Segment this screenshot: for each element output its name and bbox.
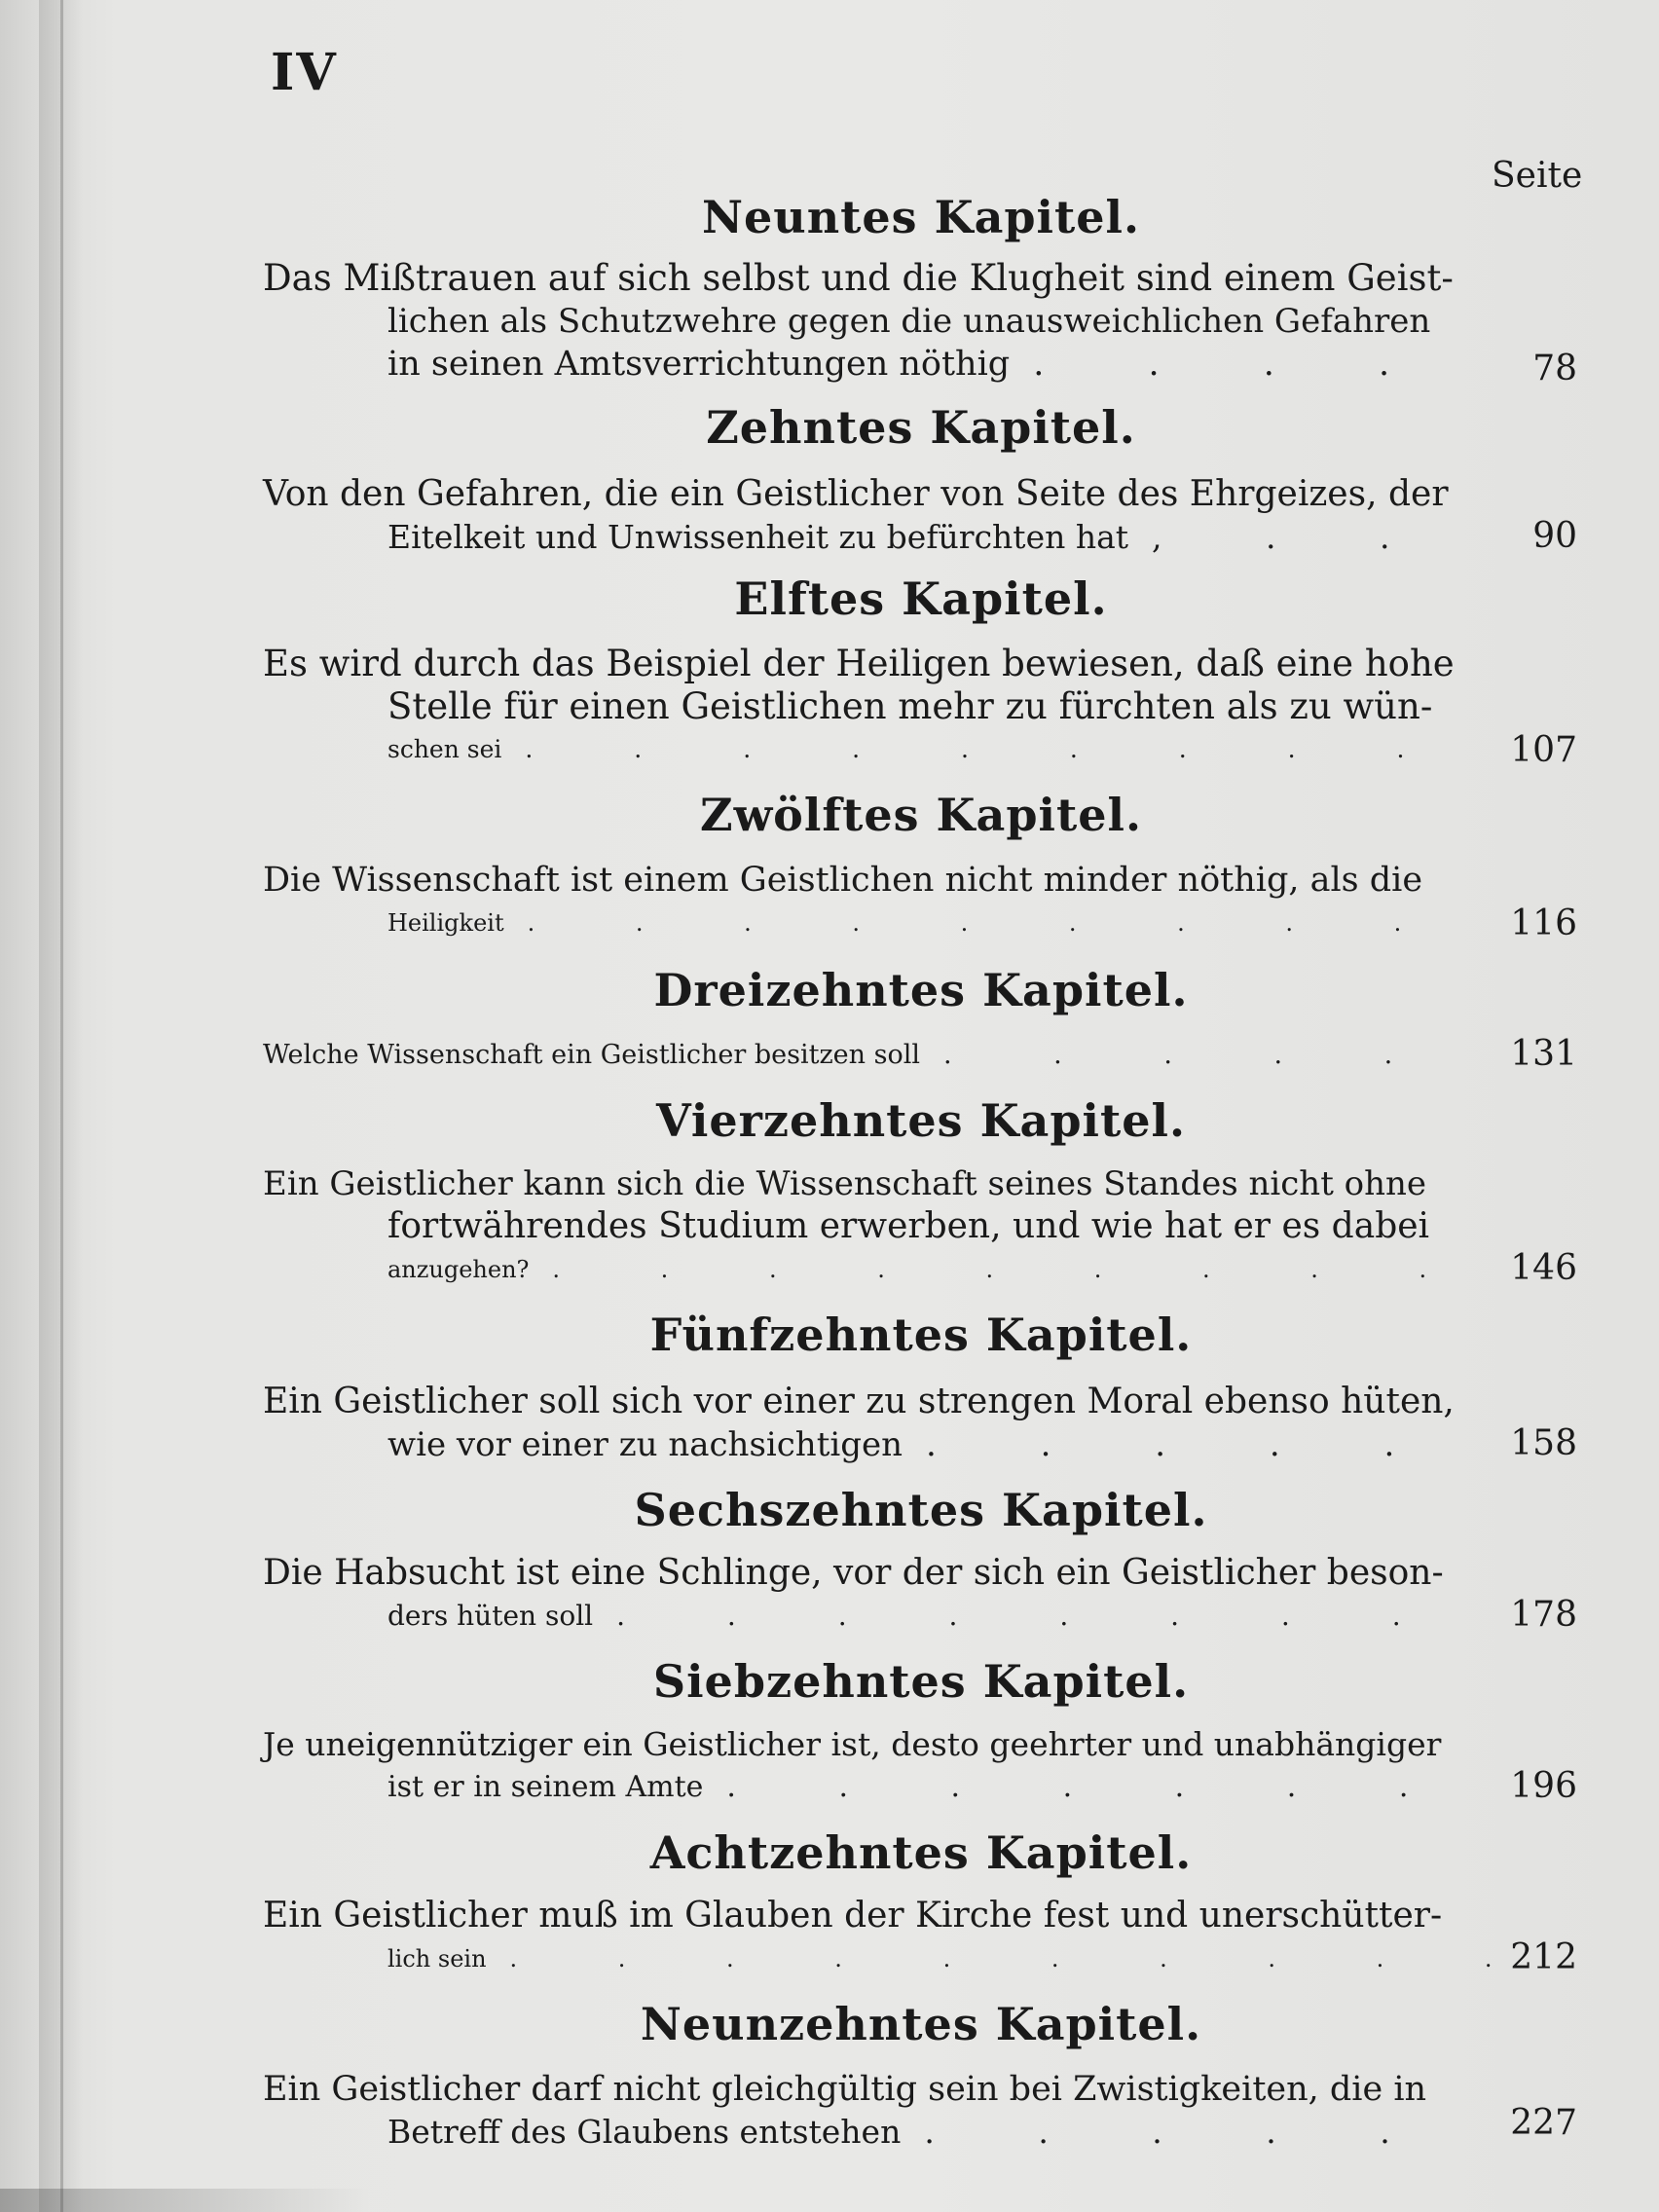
chapter-title: Vierzehntes Kapitel. [656, 1094, 1186, 1147]
chapter-title: Fünfzehntes Kapitel. [649, 1309, 1193, 1361]
leader-dots: . . . . . . . . [616, 1600, 1448, 1632]
page-reference: 78 [1532, 349, 1577, 388]
page-reference: 146 [1510, 1248, 1577, 1288]
leader-dots: . . . . . . . . . [525, 735, 1452, 763]
entry-line-last [263, 1248, 1474, 1291]
entry-line: Stelle für einen Geistlichen mehr zu fürchten als zu wün- [387, 685, 1433, 727]
entry-line: Ein Geistlicher darf nicht gleichgültig sein bei Zwistigkeiten, die in [263, 2070, 1427, 2109]
chapter-entry [263, 1723, 1455, 1809]
chapter-entry [263, 643, 1455, 771]
entry-line-last [263, 1034, 1455, 1077]
leader-dots: . . . . . . . [726, 1770, 1456, 1804]
chapter-entry [263, 1552, 1455, 1638]
chapter-entry [263, 1162, 1474, 1291]
leader-dots: . . . . [1033, 345, 1437, 384]
page-reference: 212 [1510, 1937, 1577, 1977]
entry-line-last [263, 1423, 1455, 1466]
entry-line: Ein Geistlicher muß im Glauben der Kirche fest und unerschütter- [263, 1896, 1443, 1936]
entry-line: Die Wissenschaft ist einem Geistlichen nicht minder nöthig, als die [263, 861, 1423, 900]
entry-text: schen sei [387, 735, 502, 763]
entry-line: Es wird durch das Beispiel der Heiligen bewiesen, daß eine hohe [263, 643, 1455, 684]
entry-text: ist er in seinem Amte [387, 1770, 704, 1804]
chapter-title: Neuntes Kapitel. [701, 191, 1141, 243]
leader-dots: . . . . . . . . . [527, 909, 1449, 937]
entry-line-last [263, 1595, 1455, 1638]
leader-dots: , . . [1152, 518, 1437, 556]
page-reference: 116 [1510, 903, 1577, 943]
chapter-title: Elftes Kapitel. [734, 572, 1108, 625]
chapter-entry [263, 859, 1455, 944]
entry-line: Ein Geistlicher soll sich vor einer zu strengen Moral ebenso hüten, [263, 1382, 1455, 1421]
entry-line-last [263, 343, 1455, 386]
chapter-title: Neunzehntes Kapitel. [640, 1998, 1202, 2050]
binding-line [60, 0, 63, 2212]
entry-text: wie vor einer zu nachsichtigen [387, 1425, 903, 1464]
entry-text: Welche Wissenschaft ein Geistlicher besitzen soll [263, 1040, 920, 1070]
entry-line-last [263, 1937, 1539, 1980]
leader-dots: . . . . . [943, 1040, 1440, 1070]
entry-line-last [263, 1766, 1455, 1809]
chapter-entry [263, 1034, 1455, 1077]
page-reference: 107 [1510, 730, 1577, 770]
entry-line-last [263, 902, 1455, 944]
entry-line-last [263, 728, 1455, 771]
leader-dots: . . . . . [924, 2113, 1437, 2151]
chapter-entry [263, 2068, 1455, 2154]
chapter-title: Sechszehntes Kapitel. [634, 1484, 1208, 1536]
entry-line-last [263, 2111, 1455, 2154]
chapter-title: Dreizehntes Kapitel. [653, 964, 1189, 1016]
leader-dots: . . . . . . . . . . [509, 1945, 1539, 1972]
chapter-entry [263, 1895, 1539, 1980]
entry-line: fortwährendes Studium erwerben, und wie hat er es dabei [387, 1206, 1430, 1246]
leader-dots: . . . . . . . . . [552, 1256, 1474, 1283]
entry-text: Betreff des Glaubens entstehen [387, 2113, 902, 2151]
entry-text: Heiligkeit [387, 909, 504, 937]
entry-line: lichen als Schutzwehre gegen die unausweichlichen Gefahren [387, 302, 1431, 341]
page-reference: 131 [1510, 1034, 1577, 1074]
entry-line: Ein Geistlicher kann sich die Wissenschaft seines Standes nicht ohne [263, 1164, 1427, 1203]
entry-line: Die Habsucht ist eine Schlinge, vor der sich ein Geistlicher beson- [263, 1553, 1444, 1593]
page-number: IV [271, 43, 338, 102]
entry-line: Das Mißtrauen auf sich selbst und die Klugheit sind einem Geist- [263, 257, 1454, 299]
page-reference: 178 [1510, 1595, 1577, 1635]
chapter-entry [263, 257, 1455, 386]
entry-line: Von den Gefahren, die ein Geistlicher von Seite des Ehrgeizes, der [263, 474, 1449, 514]
entry-line-last [263, 516, 1455, 559]
entry-text: in seinen Amtsverrichtungen nöthig [387, 345, 1011, 384]
page-column-header: Seite [1492, 156, 1583, 196]
chapter-title: Zehntes Kapitel. [706, 401, 1136, 454]
page-reference: 196 [1510, 1766, 1577, 1806]
entry-line: Je uneigennütziger ein Geistlicher ist, desto geehrter und unabhängiger [263, 1725, 1442, 1763]
entry-text: anzugehen? [387, 1256, 530, 1283]
page-reference: 90 [1532, 516, 1577, 556]
chapter-entry [263, 473, 1455, 559]
page-reference: 227 [1510, 2103, 1577, 2143]
chapter-title: Zwölftes Kapitel. [700, 789, 1142, 841]
chapter-title: Siebzehntes Kapitel. [652, 1655, 1190, 1708]
chapter-title: Achtzehntes Kapitel. [649, 1826, 1193, 1879]
scan-edge-mark [0, 2189, 370, 2212]
entry-text: ders hüten soll [387, 1600, 594, 1632]
leader-dots: . . . . . [926, 1425, 1442, 1464]
chapter-entry [263, 1381, 1455, 1466]
page-reference: 158 [1510, 1423, 1577, 1463]
entry-text: lich sein [387, 1945, 487, 1972]
entry-text: Eitelkeit und Unwissenheit zu befürchten hat [387, 518, 1129, 556]
